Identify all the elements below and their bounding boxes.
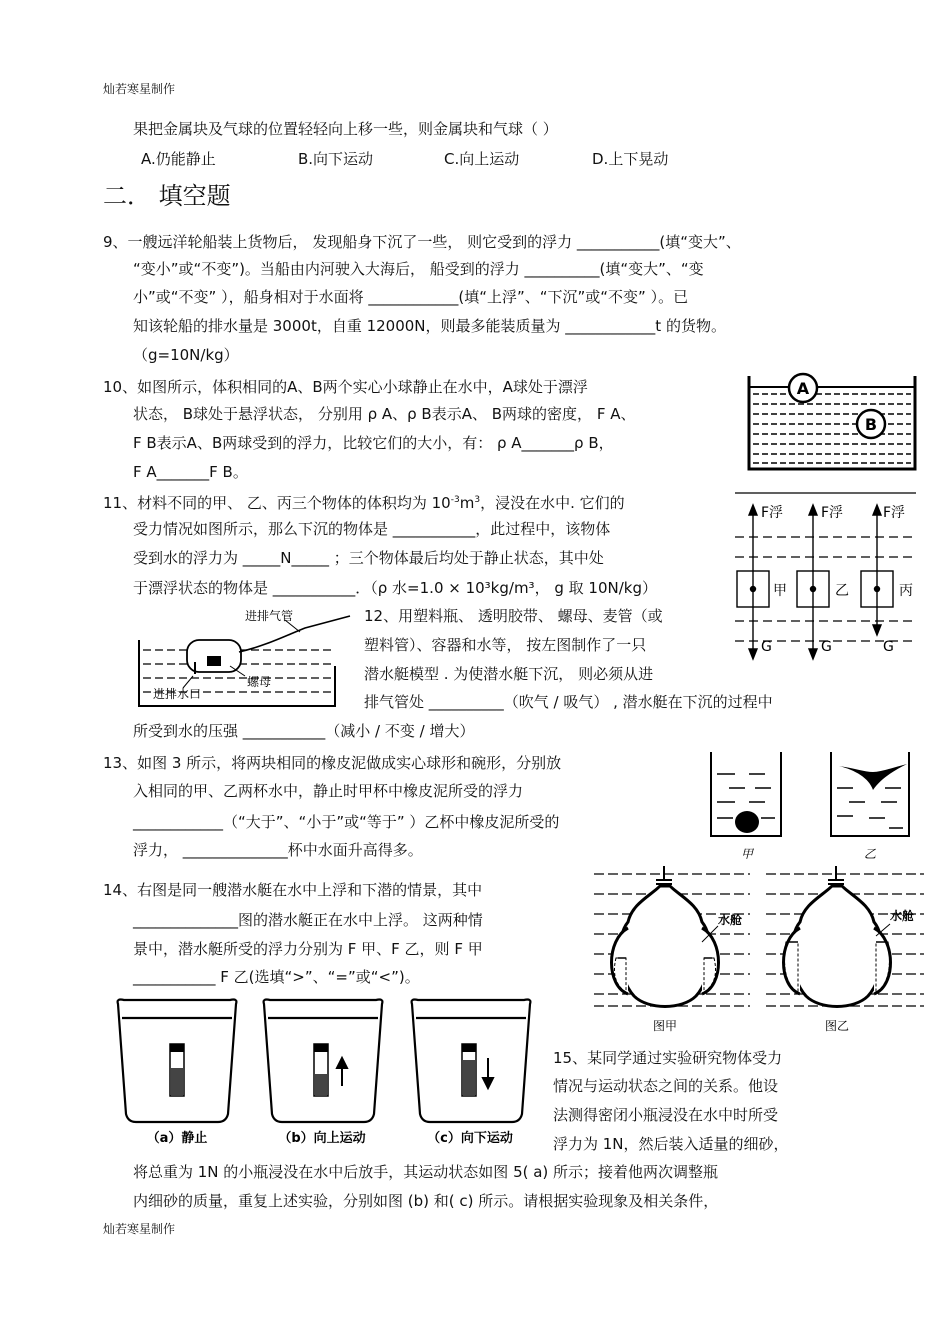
q15-line-3: 法测得密闭小瓶浸没在水中时所受: [553, 1106, 779, 1124]
q8-option-a: A.仍能静止: [141, 150, 216, 168]
q9-line-5: （g=10N/kg）: [133, 346, 239, 364]
cup-jia-label: 甲: [740, 847, 754, 861]
figure-jia-label: 图甲: [652, 1019, 678, 1033]
caption-c: （c）向下运动: [427, 1131, 513, 1146]
q15-line-1: 15、某同学通过实验研究物体受力: [553, 1049, 783, 1067]
section-title: 二． 填空题: [103, 182, 231, 210]
cup-yi-label: 乙: [863, 847, 877, 861]
buoyancy-label-2: F浮: [821, 505, 844, 521]
q12-submarine-figure: [135, 606, 360, 710]
q11-line-1-end: ，浸没在水中. 它们的: [480, 494, 625, 512]
q13-line-3: ____________（“大于”、“小于”或“等于” ）乙杯中橡皮泥所受的: [133, 813, 560, 831]
figure-yi-label: 图乙: [824, 1019, 850, 1033]
q11-line-4: 于漂浮状态的物体是 ___________．（ρ 水=1.0 × 10³kg/m³， g 取 10N/kg）: [133, 579, 657, 597]
q11-line-1-text: 11、材料不同的甲、 乙、丙三个物体的体积均为 10: [103, 494, 451, 512]
q12-line-1: 12、用塑料瓶、 透明胶带、 螺母、麦管（或: [364, 607, 663, 625]
q10-line-1: 10、如图所示，体积相同的A、B两个实心小球静止在水中，A球处于漂浮: [103, 378, 588, 396]
q14-line-3: 景中，潜水艇所受的浮力分别为 F 甲、F 乙，则 F 甲: [133, 940, 483, 958]
q8-option-b: B.向下运动: [298, 150, 374, 168]
q11-line-3: 受到水的浮力为 _____N_____ ；三个物体最后均处于静止状态，其中处: [133, 549, 604, 567]
q8-option-c: C.向上运动: [444, 150, 520, 168]
q14-line-4: ___________ F 乙(选填“>”、“=”或“<”)。: [133, 968, 420, 986]
caption-a: （a）静止: [146, 1131, 208, 1146]
q14-line-1: 14、右图是同一艘潜水艇在水中上浮和下潜的情景，其中: [103, 881, 483, 899]
q15-beakers-figure: [112, 996, 544, 1148]
q12-line-2: 塑料管）、容器和水等， 按左图制作了一只: [364, 636, 647, 654]
q8-option-d: D.上下晃动: [592, 150, 669, 168]
page-header: 灿若寒星制作: [103, 82, 176, 96]
object-jia-label: 甲: [773, 583, 787, 599]
q11-exp: -3: [450, 495, 460, 505]
pipe-label: 进排气管: [245, 609, 294, 623]
q12-line-4: 排气管处 __________（吹气 / 吸气） , 潜水艇在下沉的过程中: [364, 693, 773, 711]
q14-line-2: ______________图的潜水艇正在水中上浮。 这两种情: [133, 911, 483, 929]
port-label: 进排水口: [153, 687, 202, 701]
caption-b: （b）向上运动: [278, 1131, 366, 1146]
gravity-label-3: G: [883, 639, 894, 655]
object-bing-label: 丙: [899, 583, 913, 599]
q15-line-6: 内细砂的质量，重复上述实验，分别如图 (b) 和( c) 所示。请根据实验现象及相关条件，: [133, 1192, 719, 1210]
q10-line-2: 状态， B球处于悬浮状态， 分别用 ρ A、ρ B表示A、 B两球的密度， F A、: [133, 405, 636, 423]
gravity-label-1: G: [761, 639, 772, 655]
ball-b-label: B: [864, 415, 878, 434]
tank-label-left: 水舱: [718, 913, 743, 927]
q11-force-figure: [733, 487, 918, 667]
q9-line-3: 小”或“不变” ），船身相对于水面将 ____________(填“上浮”、“下沉”或“不变” ）。已: [133, 288, 689, 306]
nut-label: 螺母: [247, 675, 272, 689]
ball-a-label: A: [796, 379, 810, 398]
buoyancy-label-1: F浮: [761, 505, 784, 521]
q11-line-2: 受力情况如图所示，那么下沉的物体是 ___________，此过程中，该物体: [133, 520, 611, 538]
q15-line-4: 浮力为 1N，然后装入适量的细砂，: [553, 1135, 789, 1153]
q13-line-2: 入相同的甲、乙两杯水中，静止时甲杯中橡皮泥所受的浮力: [133, 782, 524, 800]
q11-unit: m: [459, 494, 475, 512]
q9-line-2: “变小”或“不变”)。当船由内河驶入大海后， 船受到的浮力 __________(填“变大”、“变: [133, 260, 704, 278]
q9-line-4: 知该轮船的排水量是 3000t，自重 12000N，则最多能装质量为 ____________t 的货物。: [133, 317, 726, 335]
q12-line-5: 所受到水的压强 ___________（减小 / 不变 / 增大）: [133, 722, 475, 740]
q12-line-3: 潜水艇模型 . 为使潜水艇下沉， 则必须从进: [364, 665, 654, 683]
q13-cups-figure: [705, 748, 930, 864]
buoyancy-label-3: F浮: [883, 505, 906, 521]
q10-line-4: F A_______F B。: [133, 463, 248, 481]
q13-line-1: 13、如图 3 所示，将两块相同的橡皮泥做成实心球形和碗形，分别放: [103, 754, 562, 772]
gravity-label-2: G: [821, 639, 832, 655]
object-yi-label: 乙: [835, 583, 849, 599]
q14-submarine-figure: [590, 866, 930, 1036]
tank-label-right: 水舱: [890, 909, 915, 923]
q15-line-5: 将总重为 1N 的小瓶浸没在水中后放手，其运动状态如图 5( a) 所示；接着他两次调整瓶: [133, 1163, 719, 1181]
page-footer: 灿若寒星制作: [103, 1222, 176, 1236]
q10-line-3: F B表示A、B两球受到的浮力，比较它们的大小，有： ρ A_______ρ B，: [133, 434, 614, 452]
q8-stem: 果把金属块及气球的位置轻轻向上移一些，则金属块和气球（ ）: [133, 120, 558, 138]
q15-line-2: 情况与运动状态之间的关系。他设: [553, 1077, 779, 1095]
q9-line-1: 9、一艘远洋轮船装上货物后， 发现船身下沉了一些， 则它受到的浮力 ___________(填“变大”、: [103, 233, 741, 251]
q11-unit-exp: 3: [474, 495, 481, 505]
q10-figure: [745, 372, 920, 474]
q11-line-1: [103, 490, 625, 513]
q13-line-4: 浮力， ______________杯中水面升高得多。: [133, 841, 423, 859]
